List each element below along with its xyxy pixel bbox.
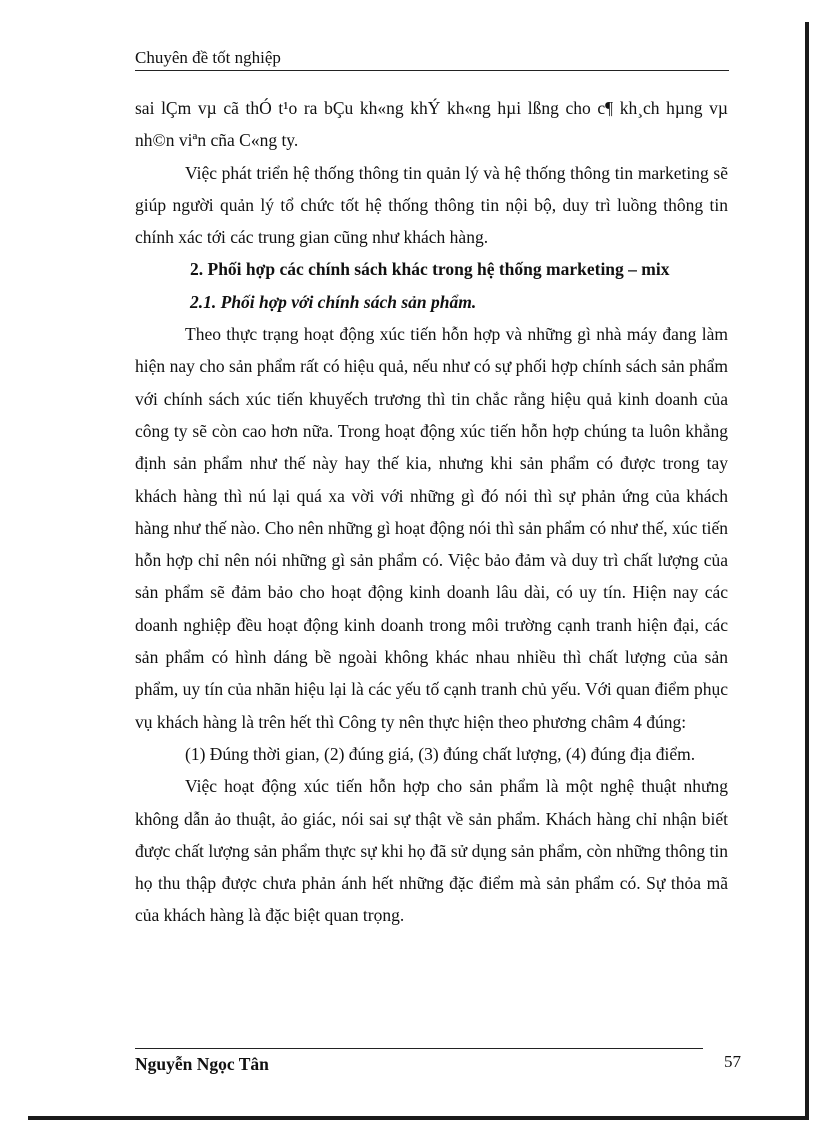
subsection-heading: 2.1. Phối hợp với chính sách sản phẩm. [190,291,477,312]
page-number: 57 [724,1052,741,1071]
footer-author: Nguyễn Ngọc Tân [135,1054,269,1074]
paragraph-continued: sai lÇm vµ cã thÓ t¹o ra bÇu kh«ng khÝ kh«ng hµi lßng cho c¶ kh¸ch hµng vµ nh©n viªn cña C«ng ty. [135,98,728,151]
section-heading: 2. Phối hợp các chính sách khác trong hệ thống marketing – mix [190,259,670,280]
header-divider [135,70,729,71]
paragraph-promotion-art: Việc hoạt động xúc tiến hỗn hợp cho sản phẩm là một nghệ thuật nhưng không dẫn ảo thuật, ảo giác, nói sai sự thật về sản phẩm. Khách hàng chỉ nhận biết được chất lượng sản phẩm thực sự khi họ đã sử dụng sản phẩm, còn những thông tin họ thu thập được chưa phản ánh hết những đặc điểm mà sản phẩm có. Sự thỏa mã của khách hàng là đặc biệt quan trọng. [135,776,728,926]
paragraph-information-systems: Việc phát triển hệ thống thông tin quản lý và hệ thống thông tin marketing sẽ giúp người quản lý tổ chức tốt hệ thống thông tin nội bộ, duy trì luồng thông tin chính xác tới các trung gian cũng như khách hàng. [135,162,728,248]
paragraph-product-policy: Theo thực trạng hoạt động xúc tiến hỗn hợp và những gì nhà máy đang làm hiện nay cho sản phẩm rất có hiệu quả, nếu như có sự phối hợp chính sách sản phẩm với chính sách xúc tiến khuyếch trương thì tin chắc rằng hiệu quả kinh doanh của công ty sẽ còn cao hơn nữa. Trong hoạt động xúc tiến hỗn hợp chúng ta luôn khẳng định sản phẩm như thế này hay thế kia, nhưng khi sản phẩm có được trong tay khách hàng thì nú lại quá xa vời với những gì đó nói thì sự phản ứng của khách hàng như thế nào. Cho nên những gì hoạt động nói thì sản phẩm có như thế, xúc tiến hỗn hợp chỉ nên nói những gì sản phẩm có. Việc bảo đảm và duy trì chất lượng của sản phẩm sẽ đảm bảo cho hoạt động kinh doanh lâu dài, có uy tín. Hiện nay các doanh nghiệp đều hoạt động kinh doanh trong môi trường cạnh tranh hiện đại, các sản phẩm có hình dáng bề ngoài không khác nhau nhiều thì chất lượng của sản phẩm, uy tín của nhãn hiệu lại là các yếu tố cạnh tranh chủ yếu. Với quan điểm phục vụ khách hàng là trên hết thì Công ty nên thực hiện theo phương châm 4 đúng: [135,324,728,732]
page-border-right [805,22,809,1119]
page-border-bottom [28,1116,809,1120]
footer-divider [135,1048,703,1049]
paragraph-four-rights: (1) Đúng thời gian, (2) đúng giá, (3) đúng chất lượng, (4) đúng địa điểm. [185,743,696,764]
document-header: Chuyên đề tốt nghiệp [135,48,281,67]
page-content [135,92,728,932]
